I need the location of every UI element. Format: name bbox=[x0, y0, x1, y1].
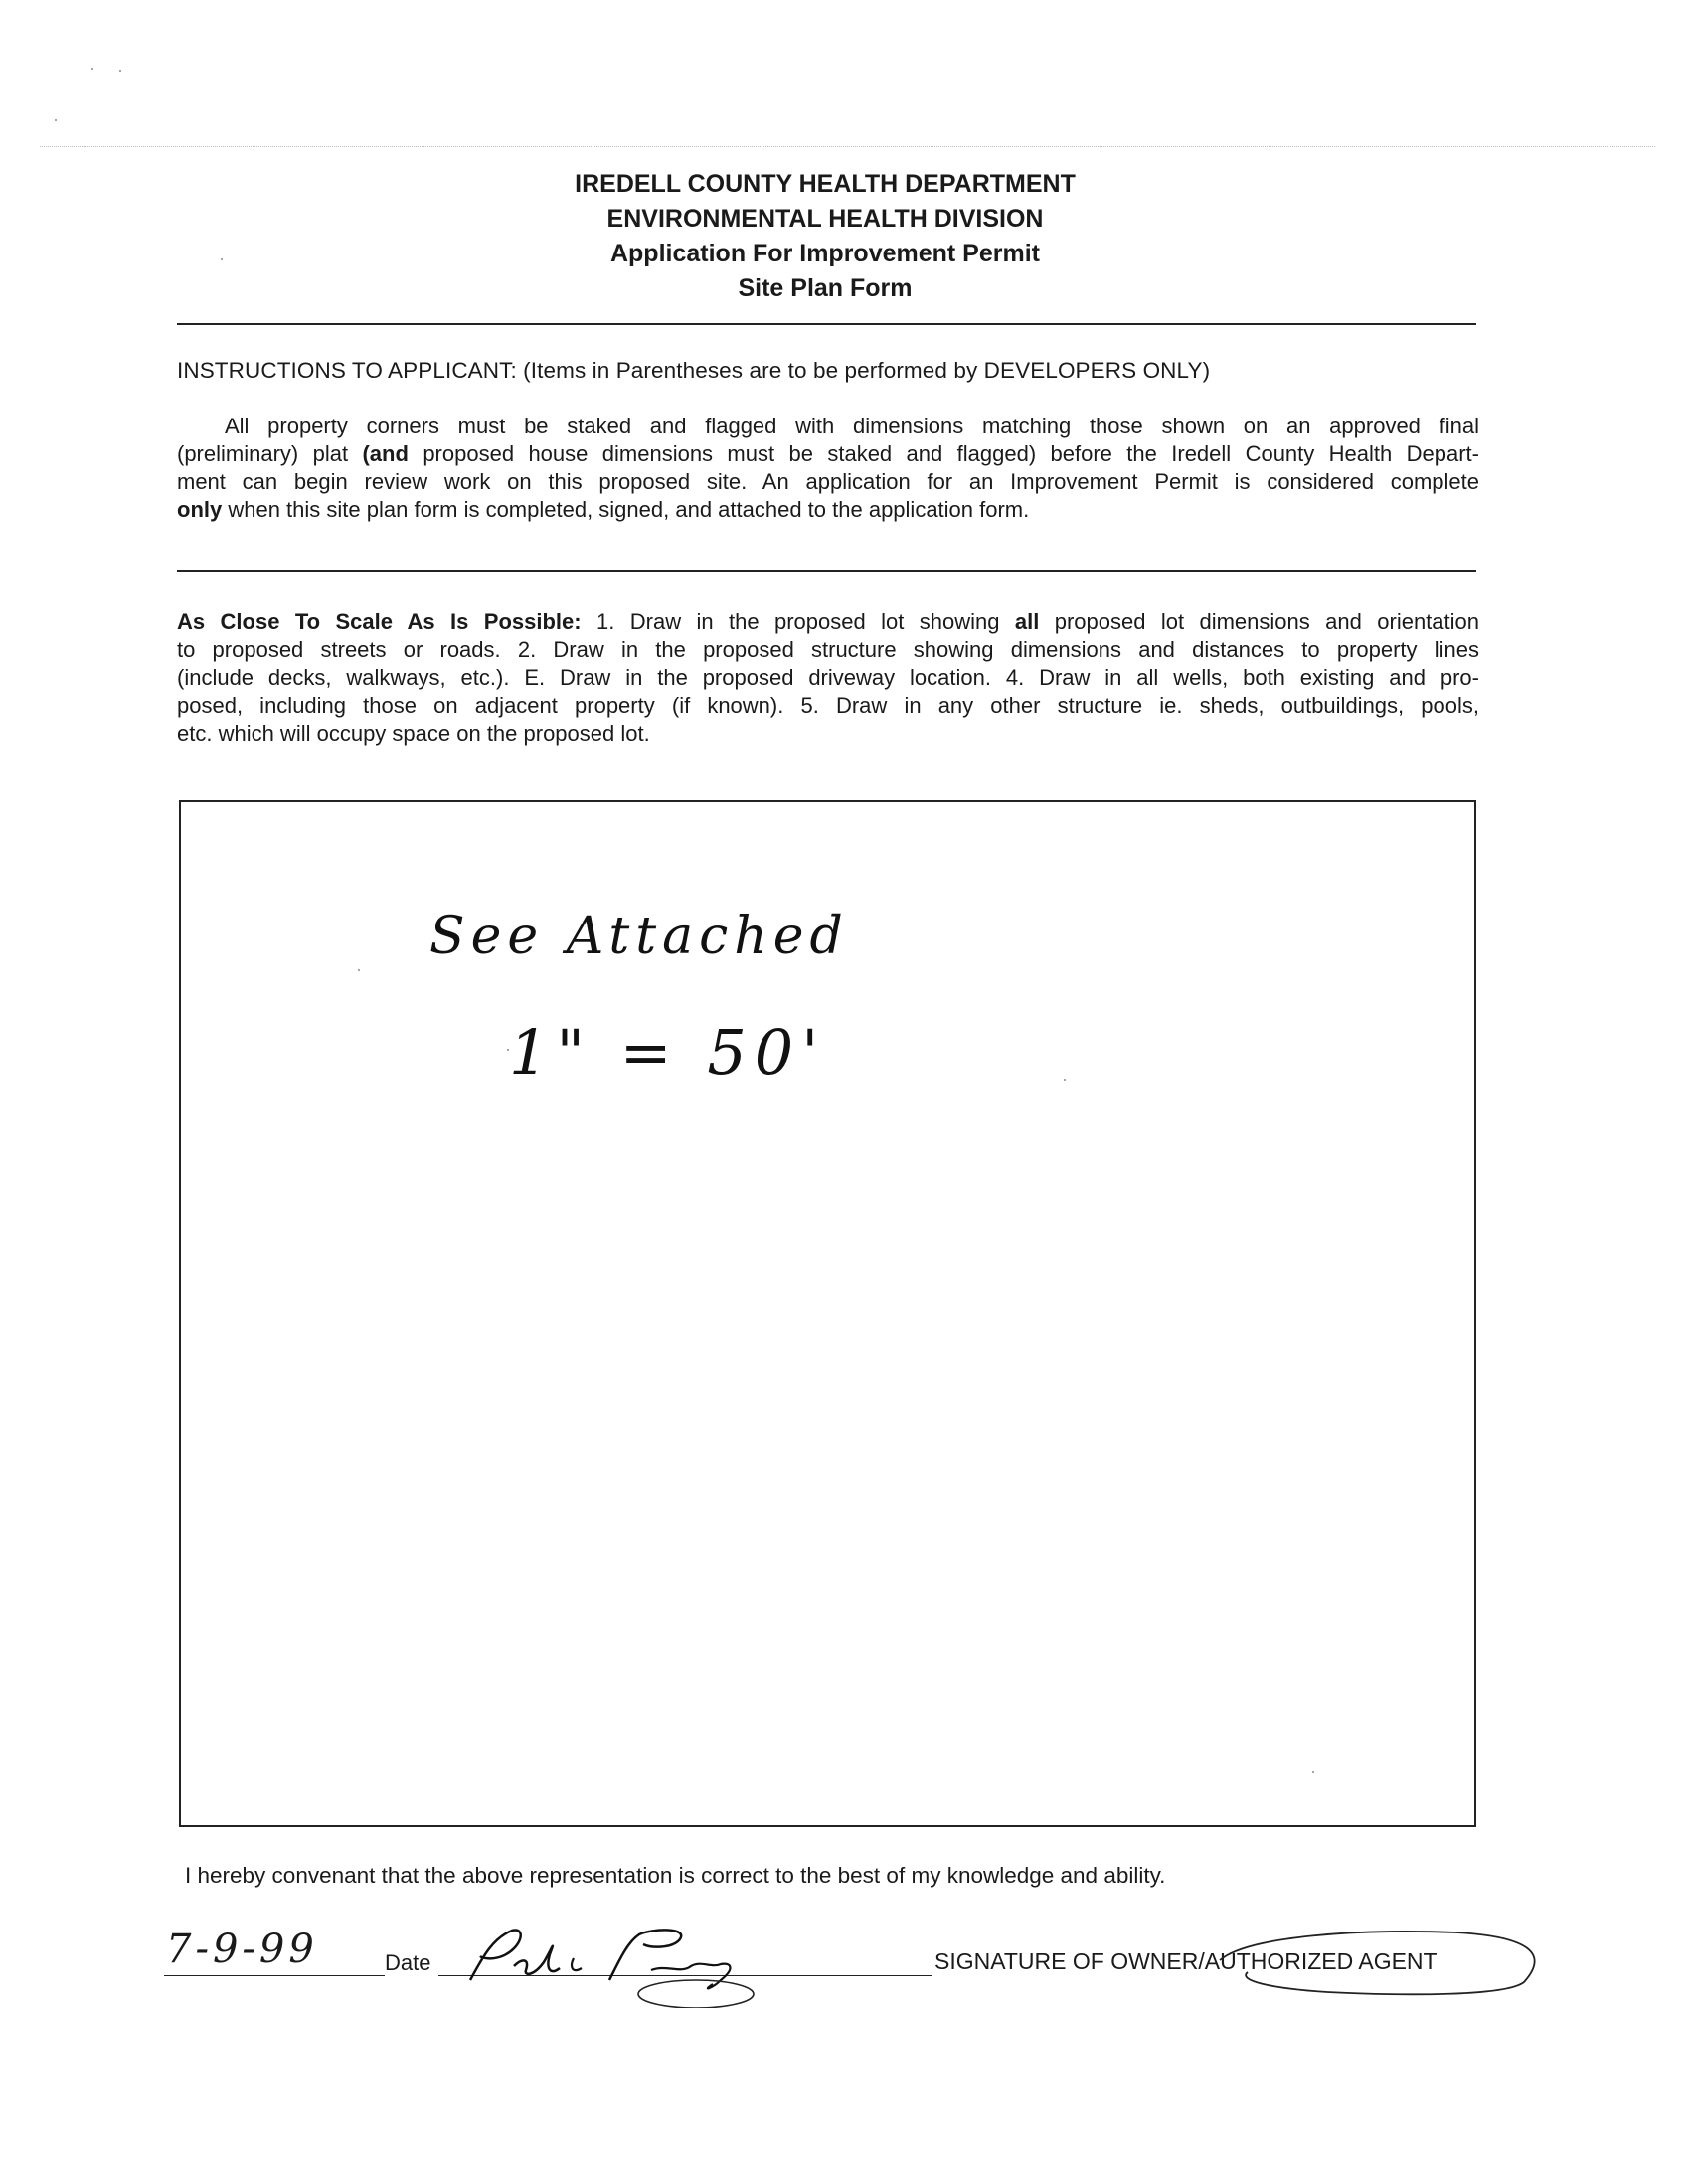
instructions-paragraph bbox=[177, 413, 1479, 524]
division-title: ENVIRONMENTAL HEALTH DIVISION bbox=[606, 205, 1044, 233]
date-label: Date bbox=[385, 1950, 431, 1975]
form-subtitle: Site Plan Form bbox=[738, 274, 913, 302]
certification-statement: I hereby convenant that the above representation is correct to the best of my knowledge and ability. bbox=[185, 1863, 1166, 1888]
scan-speck bbox=[91, 68, 93, 70]
handwritten-scale: 1" = 50' bbox=[509, 1016, 827, 1089]
instructions-heading: INSTRUCTIONS TO APPLICANT: (Items in Parentheses are to be performed by DEVELOPERS ONLY) bbox=[177, 358, 1211, 383]
scan-speck bbox=[119, 70, 121, 72]
scale-line: to proposed streets or roads. 2. Draw in the proposed structure showing dimensions and distances to property lines bbox=[177, 637, 1479, 662]
date-line bbox=[164, 1975, 385, 1976]
divider bbox=[177, 323, 1476, 325]
handwritten-signature bbox=[452, 1919, 780, 2008]
signature-label: SIGNATURE OF OWNER/AUTHORIZED AGENT bbox=[934, 1948, 1438, 1974]
department-title: IREDELL COUNTY HEALTH DEPARTMENT bbox=[575, 170, 1076, 198]
scale-instructions bbox=[177, 608, 1479, 748]
scan-edge-line bbox=[40, 146, 1655, 147]
divider bbox=[177, 570, 1476, 572]
scale-line: As Close To Scale As Is Possible: 1. Draw in the proposed lot showing all proposed lot dimensions and orientation bbox=[177, 609, 1480, 634]
scale-line: etc. which will occupy space on the proposed lot. bbox=[177, 721, 650, 746]
handwritten-see-attached: See Attached bbox=[429, 907, 849, 966]
circled-authorized-agent-mark bbox=[1208, 1923, 1551, 2002]
scale-line: (include decks, walkways, etc.). E. Draw in the proposed driveway location. 4. Draw in all wells, both existing and pro- bbox=[177, 665, 1479, 690]
instructions-line: ment can begin review work on this proposed site. An application for an Improvement Permit is considered complete bbox=[177, 469, 1479, 494]
site-plan-drawing-area[interactable] bbox=[179, 800, 1476, 1827]
form-title: Application For Improvement Permit bbox=[609, 240, 1040, 267]
scale-line: posed, including those on adjacent property (if known). 5. Draw in any other structure ie. sheds, outbuildings, pools, bbox=[177, 693, 1479, 718]
instructions-line: All property corners must be staked and flagged with dimensions matching those shown on an approved final bbox=[225, 414, 1479, 438]
form-header bbox=[0, 167, 1650, 306]
instructions-line: only when this site plan form is completed, signed, and attached to the application form. bbox=[177, 497, 1030, 522]
instructions-line: (preliminary) plat (and proposed house dimensions must be staked and flagged) before the Iredell County Health Depart- bbox=[177, 441, 1479, 466]
handwritten-date: 7-9-99 bbox=[166, 1927, 318, 1972]
scan-speck bbox=[55, 119, 57, 121]
signature-row bbox=[164, 1919, 1536, 2008]
